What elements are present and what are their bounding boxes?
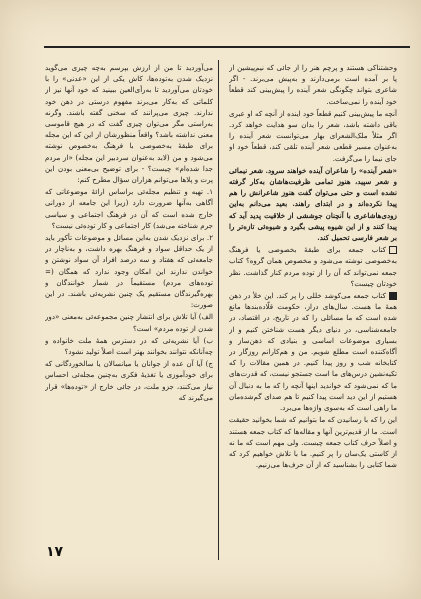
paragraph: وحشتناکی هستند و پرچم هنر را از جائی که نیم‌پیشین از پا بر آمده است برمی‌دارند و به‌پیش می‌برند. - اگر شاعری بتواند چگونگی شعر آینده را پیش‌بینی کند قطعاً خود آینده را نمی‌ساخت. bbox=[229, 63, 397, 106]
paragraph: ب) آیا نشریه‌ئی که در دسترس همهٔ ملت خانواده و چه‌آنانکه نتوانند بخوانند بهتر است اصلاً تولید نشود؟ bbox=[45, 335, 213, 357]
paragraph: این را که با رسانیدن که ما بتوانیم که شما بخوانید حقیقت است. ما از قدیم‌ترین آنها و مقاله‌ها که کتاب جمعه هستند و اصلاً حرف کتاب جمعه چیست. ولی مهم است که ما نه از کاستی یک‌سان را پر کنیم. ما با تلاش خواهیم کرد که شما کتابی را بشناسید که از آن حرف‌ها می‌زنیم. bbox=[229, 415, 397, 470]
paragraph: ۱. تهیه و تنظیم مجله‌ئی براساس ارائهٔ موضوعاتی که آگاهی به‌آنها ضرورت دارد (زیرا این جامعه از دورانی خارج شده است که آن در فرهنگ اجتماعی و سیاسی جرم شناخته می‌شد) کار اجتماعی و کار توده‌ئی نیست؟ bbox=[45, 187, 213, 230]
question-text: کتاب جمعه برای طبقهٔ بخصوصی یا فرهنگ به‌خصوصی نوشته می‌شود و مخصوص همان گروه؟ کتاب جمعه نمی‌تواند که آن را از توده مردم کنار گذاشت. نظر خودتان چیست؟ bbox=[229, 245, 397, 288]
paragraph: ج) آیا آن عده از جوانان یا میانسالان یا سالخوردگانی که برای خودآموزی یا تغذیهٔ فکری به‌چنین مجله‌ئی احساس نیاز می‌کنند، جزو ملت، در جائی خارج از «توده‌ها» قرار می‌گیرند که bbox=[45, 359, 213, 402]
left-column bbox=[45, 62, 213, 562]
column-divider bbox=[218, 60, 219, 560]
paragraph: ۲. برای نزدیک شدن به‌این مسائل و موضوعات تأکور باید از یک حداقل سواد و فرهنگ بهره داشت، و به‌ناچار در جامعه‌ئی که هفتاد و سه درصد افراد آن سواد نوشتن و خواندن ندارند این امکان وجود ندارد که همگان (= توده‌های مردم) مستقیماً در شمار خوانندگان و بهره‌گیرندگان مستقیم یک چنین نشریه‌ئی باشند. در این صورت: bbox=[45, 233, 213, 310]
paragraph: می‌آوردید تا من از ارزش بپرسم به‌چه چیزی می‌گوید نزدیک شدن به‌توده‌ها، کاش یکی از این «عدنی» را با خودتان می‌آوردید تا به‌رأی‌العین ببینید که خود آنها نیز از کلماتی که به‌کار می‌برند مفهوم درستی در ذهن خود ندارند. چیزی می‌پرانند که سخنی گفته باشند. وگرنه به‌راستی مگر می‌توان چیزی گفت که در هیچ قاموسی معنی نداشته باشد؟ واقعاً منظورشان از این که این مجله برای طبقهٔ به‌خصوصی با فرهنگ به‌خصوص نوشته می‌شود و من (لابد به‌عنوان سردبیر این مجله) «از مردم جدا شده‌ام» چیست؟ - برای توضیح بی‌معنی بودن این پرت و پلاها می‌توانم هزاران سؤال مطرح کنم: bbox=[45, 63, 213, 185]
answer-marker-icon bbox=[389, 292, 397, 300]
question-paragraph bbox=[229, 244, 397, 289]
page-number: ۱۷ bbox=[46, 544, 64, 560]
answer-text: کتاب جمعه می‌کوشد خللی را پر کند. این خلأ در ذهن همهٔ ما هست. سال‌های دراز، حکومت قلّاده‌بند‌ها مانع شده است که ما مسائلی را که در تاریخ، در اقتصاد، در جامعه‌شناسی، در دنیای دیگر هست شناختن کنیم و از بسیاری موضوعات اساسی و بنیادی که ذهن‌ساز و آگاه‌کننده است مطلع شویم. من و هم‌کارانم روزگار در کتابخانه شب و روز پیدا کنیم. در همین مقالات را که تکیه‌نشین درس‌های ما است جستجو نیست، که قدرت‌های ما که نمی‌شود که خواندید اینها آنچه را که ما به دنبال آن هستیم از این دید است پیدا کنیم تا هم صدای گم‌شده‌مان ما راهی است که به‌سوی واژه‌ها می‌برد. bbox=[229, 291, 397, 413]
paragraph: آنچه ما پیش‌بینی کنیم قطعاً خود اینده از آنچه که او عبری باقی داشته باشد، شعر را بدان سو هدایت خواهد کرد. اگر مثلاً ملک‌الشعرای بهار می‌توانست شعر آینده را به‌عنوان مسیر قطعی شعر آینده تلقی کند، قطعاً خود او جای نیما را می‌گرفت. bbox=[229, 108, 397, 163]
paragraph: «شعر آینده» را شاعران آینده خواهند سرود. شعر نیمائی و شعر سپید، هنوز تمامی ظرفیت‌هاشان به‌کار گرفته نشده است و حتی می‌توان گفت هنوز شاعرانش را هم پیدا نکرده‌اند و در ابتدای راهند. بعید می‌دانم به‌این زودی‌هاشاعری با آنچنان جوششی از خلاقیت پدید آید که پیدا کنند و از این شیوه پیشی بگیرد و شیوه‌ئی تازه‌تر را بر شعر فارسی تحمیل کند. bbox=[229, 165, 397, 243]
paragraph: الف) آیا تلاش برای انتشار چنین مجموعه‌ئی به‌معنی «دور شدن از توده مردم» است؟ bbox=[45, 312, 213, 333]
answer-paragraph bbox=[229, 290, 397, 413]
right-column bbox=[229, 62, 397, 562]
question-marker-icon bbox=[389, 246, 397, 254]
top-rule bbox=[44, 46, 410, 48]
